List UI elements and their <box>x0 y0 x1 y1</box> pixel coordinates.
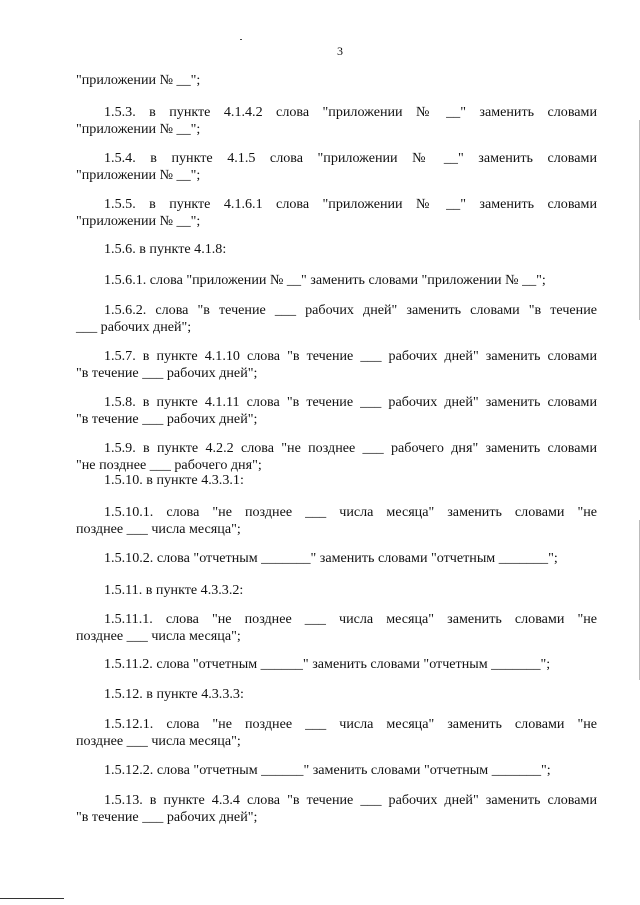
paragraph <box>76 241 597 258</box>
text-line: "не позднее ___ рабочего дня"; <box>76 456 262 473</box>
paragraph <box>76 686 597 703</box>
text-line: 1.5.9. в пункте 4.2.2 слова "не позднее ___ рабочего дня" заменить словами <box>104 440 597 456</box>
text-line: 1.5.8. в пункте 4.1.11 слова "в течение ___ рабочих дней" заменить словами <box>104 394 597 410</box>
text-line: 1.5.5. в пункте 4.1.6.1 слова "приложении № __" заменить словами <box>104 196 597 212</box>
text-line: 1.5.12. в пункте 4.3.3.3: <box>104 686 244 702</box>
text-line: 1.5.3. в пункте 4.1.4.2 слова "приложении № __" заменить словами <box>104 104 597 120</box>
footnote-rule <box>0 898 64 899</box>
text-line: 1.5.4. в пункте 4.1.5 слова "приложении № __" заменить словами <box>104 150 597 166</box>
text-line: "в течение ___ рабочих дней"; <box>76 364 258 381</box>
paragraph <box>76 792 597 825</box>
paragraph <box>76 656 597 673</box>
text-line: 1.5.10. в пункте 4.3.3.1: <box>104 472 244 488</box>
text-line: "приложении № __"; <box>76 72 201 88</box>
scan-speck <box>240 39 242 40</box>
paragraph <box>76 504 597 537</box>
text-line: 1.5.6. в пункте 4.1.8: <box>104 241 227 257</box>
text-line: 1.5.6.1. слова "приложении № __" заменить словами "приложении № __"; <box>104 272 546 288</box>
text-line: "приложении № __"; <box>76 166 201 183</box>
text-line: "в течение ___ рабочих дней"; <box>76 410 258 427</box>
paragraph <box>76 302 597 335</box>
text-line: "в течение ___ рабочих дней"; <box>76 808 258 825</box>
text-line: 1.5.11. в пункте 4.3.3.2: <box>104 582 244 598</box>
text-line: позднее ___ числа месяца"; <box>76 627 241 644</box>
paragraph <box>76 150 597 183</box>
text-line: "приложении № __"; <box>76 120 201 137</box>
paragraph <box>76 611 597 644</box>
text-line: 1.5.11.1. слова "не позднее ___ числа месяца" заменить словами "не <box>104 611 597 627</box>
text-line: "приложении № __"; <box>76 212 201 229</box>
paragraph <box>76 440 597 473</box>
paragraph <box>76 472 597 489</box>
paragraph <box>76 196 597 229</box>
text-line: 1.5.11.2. слова "отчетным ______" заменить словами "отчетным _______"; <box>104 656 551 672</box>
paragraph <box>76 272 597 289</box>
page-number: 3 <box>337 44 343 58</box>
paragraph <box>76 394 597 427</box>
paragraph <box>76 762 597 779</box>
text-line: 1.5.10.2. слова "отчетным _______" заменить словами "отчетным _______"; <box>104 550 558 566</box>
text-line: 1.5.12.1. слова "не позднее ___ числа месяца" заменить словами "не <box>104 716 597 732</box>
text-line: позднее ___ числа месяца"; <box>76 520 241 537</box>
paragraph <box>76 348 597 381</box>
paragraph <box>76 716 597 749</box>
text-line: 1.5.6.2. слова "в течение ___ рабочих дней" заменить словами "в течение <box>104 302 597 318</box>
paragraph <box>76 582 597 599</box>
paragraph <box>76 104 597 137</box>
text-line: позднее ___ числа месяца"; <box>76 732 241 749</box>
text-line: 1.5.10.1. слова "не позднее ___ числа месяца" заменить словами "не <box>104 504 597 520</box>
text-line: 1.5.12.2. слова "отчетным ______" заменить словами "отчетным _______"; <box>104 762 551 778</box>
paragraph <box>76 72 597 89</box>
text-line: ___ рабочих дней"; <box>76 318 192 335</box>
text-line: 1.5.13. в пункте 4.3.4 слова "в течение ___ рабочих дней" заменить словами <box>104 792 597 808</box>
text-line: 1.5.7. в пункте 4.1.10 слова "в течение ___ рабочих дней" заменить словами <box>104 348 597 364</box>
paragraph <box>76 550 597 567</box>
